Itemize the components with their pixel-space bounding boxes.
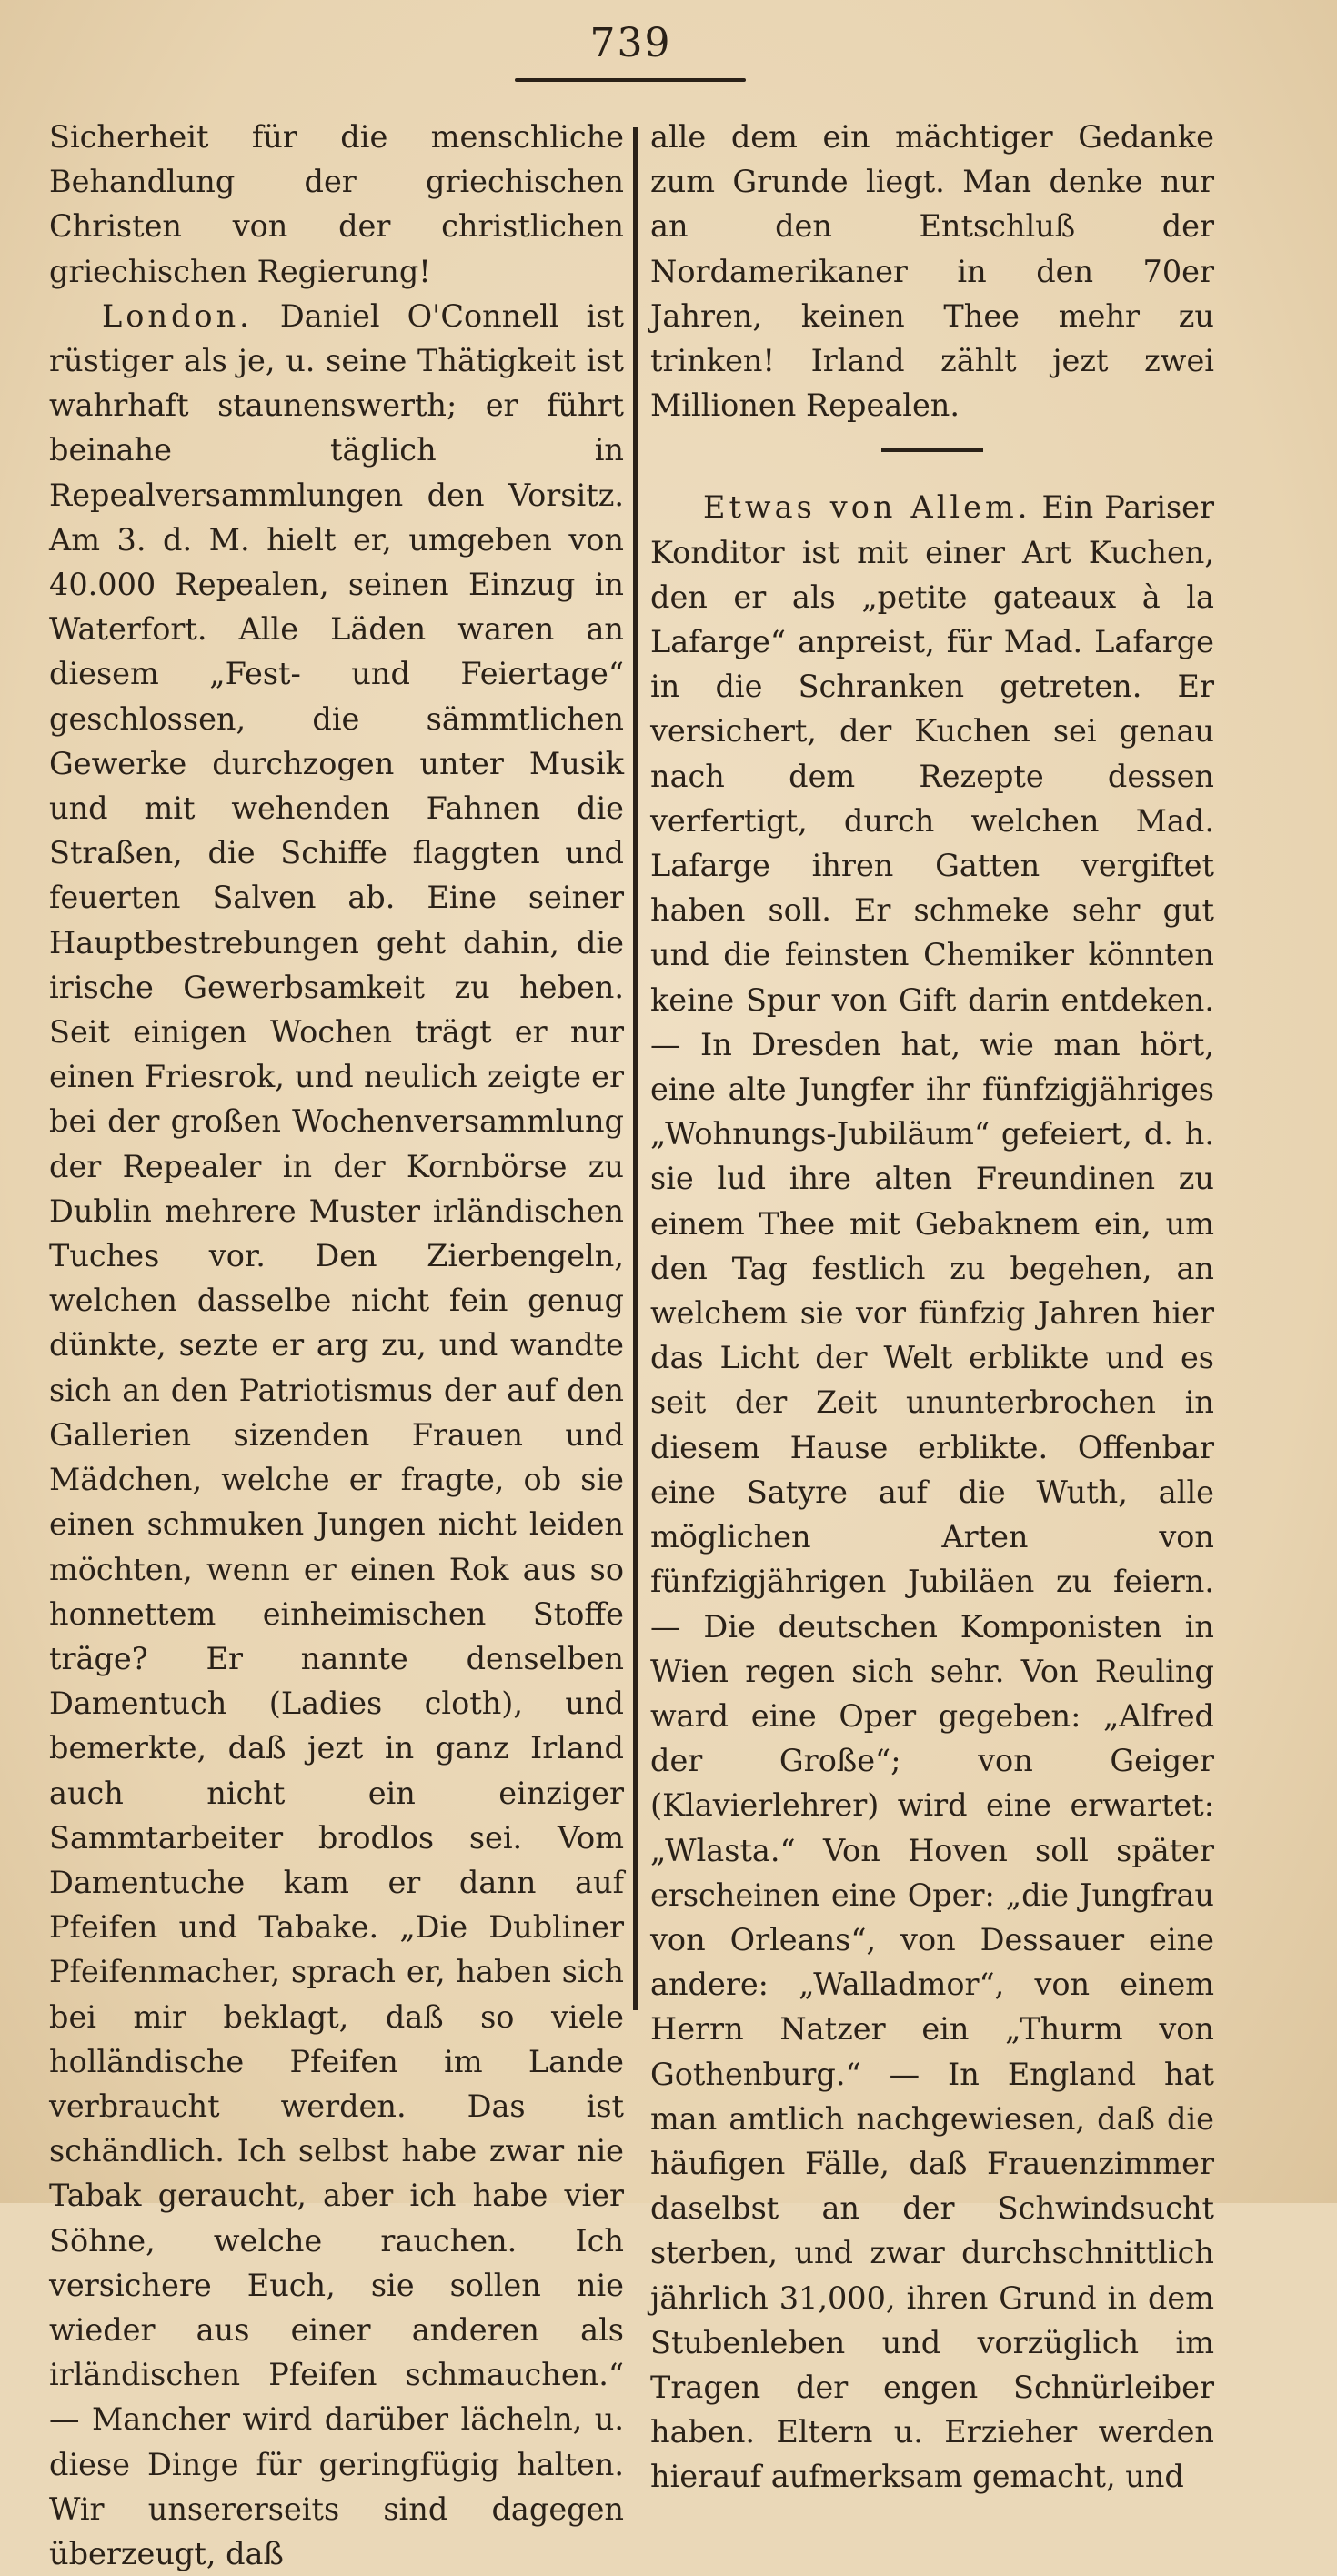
page-number: 739 [589, 20, 672, 66]
section-separator-rule [881, 448, 983, 452]
section-heading-etwas-von-allem: Etwas von Allem. [703, 489, 1031, 526]
right-column [650, 115, 1214, 2500]
left-column [49, 115, 624, 2576]
right-paragraph-2 [650, 485, 1214, 2499]
right-paragraph-2-text: Ein Pariser Konditor ist mit einer Art Kuchen, den er als „petite gateaux à la Lafarge“ anpreist, für Mad. Lafarge in die Schranken getreten. Er versichert, der Kuchen sei genau nach dem Rezepte dessen verfertigt, durch welchen Mad. Lafarge ihren Gatten vergiftet haben soll. Er schmeke sehr gut und die feinsten Chemiker könnten keine Spur von Gift darin entdeken. — In Dresden hat, wie man hört, eine alte Jungfer ihr fünfzigjähriges „Wohnungs-Jubiläum“ gefeiert, d. h. sie lud ihre alten Freundinen zu einem Thee mit Gebaknem ein, um den Tag festlich zu begehen, an welchem sie vor fünfzig Jahren hier das Licht der Welt erblikte und es seit der Zeit ununterbrochen in diesem Hause erblikte. Offenbar eine Satyre auf die Wuth, alle möglichen Arten von fünfzigjährigen Jubiläen zu feiern. — Die deutschen Komponisten in Wien regen sich sehr. Von Reuling ward eine Oper gegeben: „Alfred der Große“; von Geiger (Klavierlehrer) wird eine erwartet: „Wlasta.“ Von Hoven soll später erscheinen eine Oper: „die Jungfrau von Orleans“, von Dessauer eine andere: „Walladmor“, von einem Herrn Natzer ein „Thurm von Gothenburg.“ — In England hat man amtlich nachgewiesen, daß die häufigen Fälle, daß Frauenzimmer daselbst an der Schwindsucht sterben, und zwar durchschnittlich jährlich 31,000, ihren Grund in dem Stubenleben und vorzüglich im Tragen der engen Schnürleiber haben. Eltern u. Erzieher werden hierauf aufmerksam gemacht, und [650, 489, 1214, 2495]
left-paragraph-2-text: Daniel O'Connell ist rüstiger als je, u. seine Thätigkeit ist wahrhaft staunenswerth; er führt beinahe täglich in Repealversammlungen den Vorsitz. Am 3. d. M. hielt er, umgeben von 40.000 Repealen, seinen Einzug in Waterfort. Alle Läden waren an diesem „Fest- und Feiertage“ geschlossen, die sämmtlichen Gewerke durchzogen unter Musik und mit wehenden Fahnen die Straßen, die Schiffe flaggten und feuerten Salven ab. Eine seiner Hauptbestrebungen geht dahin, die irische Gewerbsamkeit zu heben. Seit einigen Wochen trägt er nur einen Friesrok, und neulich zeigte er bei der großen Wochenversammlung der Repealer in der Kornbörse zu Dublin mehrere Muster irländischen Tuches vor. Den Zierbengeln, welchen dasselbe nicht fein genug dünkte, sezte er arg zu, und wandte sich an den Patriotismus der auf den Gallerien sizenden Frauen und Mädchen, welche er fragte, ob sie einen schmuken Jungen nicht leiden möchten, wenn er einen Rok aus so honnettem einheimischen Stoffe träge? Er nannte denselben Damentuch (Ladies cloth), und bemerkte, daß jezt in ganz Irland auch nicht ein einziger Sammtarbeiter brodlos sei. Vom Damentuche kam er dann auf Pfeifen und Tabake. „Die Dubliner Pfeifenmacher, sprach er, haben sich bei mir beklagt, daß so viele holländische Pfeifen im Lande verbraucht werden. Das ist schändlich. Ich selbst habe zwar nie Tabak geraucht, aber ich habe vier Söhne, welche rauchen. Ich versichere Euch, sie sollen nie wieder aus einer anderen als irländischen Pfeifen schmauchen.“ — Mancher wird darüber lächeln, u. diese Dinge für geringfügig halten. Wir unsererseits sind dagegen überzeugt, daß [49, 297, 624, 2571]
left-paragraph-1: Sicherheit für die menschliche Behandlung der griechischen Christen von der christlichen griechischen Regierung! [49, 119, 624, 289]
right-paragraph-1: alle dem ein mächtiger Gedanke zum Grunde liegt. Man denke nur an den Entschluß der Nordamerikaner in den 70er Jahren, keinen Thee mehr zu trinken! Irland zählt jezt zwei Millionen Repealen. [650, 119, 1214, 424]
header-rule [515, 78, 746, 82]
left-paragraph-2 [49, 294, 624, 2576]
column-divider [633, 127, 638, 2010]
section-heading-london: London. [102, 297, 253, 334]
